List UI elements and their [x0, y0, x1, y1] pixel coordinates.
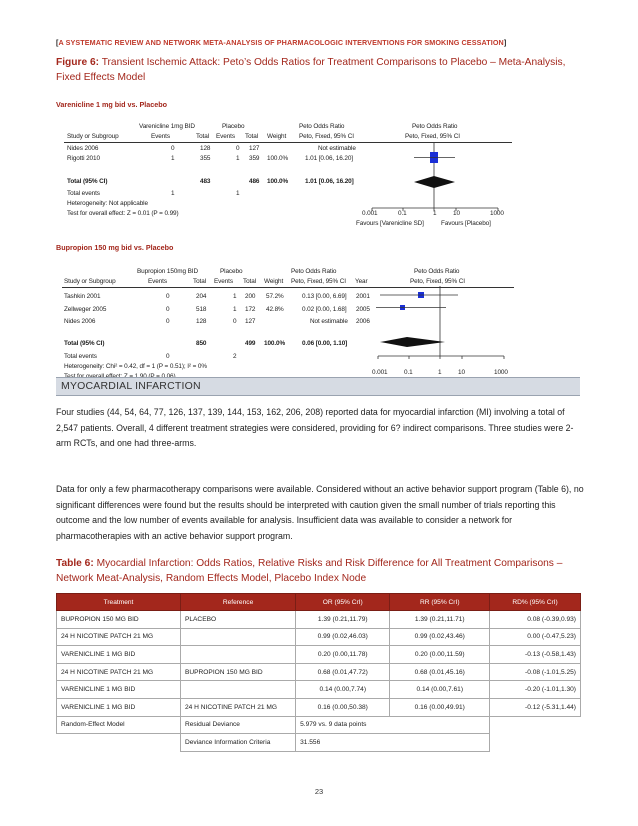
fp2-row-t1: 518: [196, 306, 207, 313]
fp2-row-e1: 0: [166, 293, 170, 300]
cell-rd: -0.08 (-1.01,5.25): [490, 663, 581, 681]
fp1-total-t2: 486: [249, 178, 260, 185]
fp1-row-e2: 1: [236, 155, 240, 162]
cell-rr: 0.14 (0.00,7.61): [390, 681, 490, 699]
fp2-col-ci: Peto, Fixed, 95% CI: [291, 278, 346, 285]
forest-plot-2: [0, 0, 638, 380]
fp2-col-study: Study or Subgroup: [64, 278, 116, 285]
fp2-tick-label: 0.1: [404, 369, 413, 376]
fp2-row-e1: 0: [166, 306, 170, 313]
cell-rr: 0.16 (0.00,49.91): [390, 698, 490, 716]
fp2-plot-svg: [366, 284, 514, 374]
fp1-events1: 1: [171, 190, 175, 197]
col-rr: RR (95% CrI): [390, 594, 490, 611]
cell-treatment: 24 H NICOTINE PATCH 21 MG: [57, 663, 181, 681]
cell-treatment: 24 H NICOTINE PATCH 21 MG: [57, 628, 181, 646]
fp2-row-e2: 1: [233, 293, 237, 300]
fp2-total-t1: 850: [196, 340, 207, 347]
page-number: 23: [314, 787, 324, 796]
fp1-total-weight: 100.0%: [267, 178, 289, 185]
fp1-heterogeneity: Heterogeneity: Not applicable: [67, 200, 148, 207]
fp2-events-label: Total events: [64, 353, 97, 360]
fp1-row-study: Rigotti 2010: [67, 155, 100, 162]
dic-label: Deviance Information Criteria: [180, 734, 295, 752]
cell-rr: 0.68 (0.01,45.16): [390, 663, 490, 681]
col-reference: Reference: [180, 594, 295, 611]
cell-treatment: VARENICLINE 1 MG BID: [57, 698, 181, 716]
fp2-total-weight: 100.0%: [264, 340, 286, 347]
fp1-row-t1: 355: [200, 155, 211, 162]
fp1-row-t2: 359: [249, 155, 260, 162]
cell-reference: [180, 681, 295, 699]
deviance-label: Residual Deviance: [180, 716, 295, 734]
fp2-header-or: Peto Odds Ratio: [291, 268, 337, 275]
cell-rd: 0.00 (-0.47,5.23): [490, 628, 581, 646]
fp2-header-or2: Peto Odds Ratio: [414, 268, 460, 275]
fp2-col-ci2: Peto, Fixed, 95% CI: [410, 278, 465, 285]
fp2-events1: 0: [166, 353, 170, 360]
fp1-col-ci2: Peto, Fixed, 95% CI: [405, 133, 460, 140]
col-or: OR (95% CrI): [296, 594, 390, 611]
fp1-tick-label: 0.001: [362, 210, 378, 217]
fp2-row-e2: 1: [233, 306, 237, 313]
cell-rd: -0.13 (-0.58,1.43): [490, 646, 581, 664]
fp2-col-weight: Weight: [264, 278, 284, 285]
fp2-row-ci: 0.02 [0.00, 1.68]: [302, 306, 347, 313]
fp2-tick-label: 10: [458, 369, 465, 376]
fp2-col-events2: Events: [214, 278, 233, 285]
fp2-total-t2: 499: [245, 340, 256, 347]
fp2-header-treatment: Bupropion 150mg BID: [137, 268, 198, 275]
fp2-total-ci: 0.06 [0.00, 1.10]: [302, 340, 348, 347]
col-rd: RD% (95% CrI): [490, 594, 581, 611]
fp2-tick-label: 0.001: [372, 369, 388, 376]
model-label: Random-Effect Model: [57, 716, 181, 734]
forest1-subtitle: Varenicline 1 mg bid vs. Placebo: [56, 100, 168, 109]
fp2-tick-label: 1000: [494, 369, 508, 376]
fp2-row-weight: 57.2%: [266, 293, 284, 300]
fp1-row-weight: 100.0%: [267, 155, 289, 162]
fp1-total-t1: 483: [200, 178, 211, 185]
fp1-tick-label: 1: [433, 210, 437, 217]
fp1-row-e2: 0: [236, 145, 240, 152]
fp2-events2: 2: [233, 353, 237, 360]
fp1-row-study: Nides 2006: [67, 145, 99, 152]
fp2-col-total2: Total: [243, 278, 256, 285]
fp2-row-t2: 200: [245, 293, 256, 300]
fp2-header-placebo: Placebo: [220, 268, 243, 275]
fp1-row-t2: 127: [249, 145, 260, 152]
fp1-favours-right: Favours [Placebo]: [441, 220, 491, 227]
cell-rr: 0.99 (0.02,43.46): [390, 628, 490, 646]
cell-or: 1.39 (0.21,11.79): [296, 611, 390, 629]
fp1-col-events2: Events: [216, 133, 235, 140]
fp1-total-label: Total (95% CI): [67, 178, 108, 185]
fp1-header-or: Peto Odds Ratio: [299, 123, 345, 130]
fp2-col-total: Total: [193, 278, 206, 285]
fp2-row-study: Nides 2006: [64, 318, 96, 325]
cell-treatment: VARENICLINE 1 MG BID: [57, 646, 181, 664]
figure-title: Figure 6: Transient Ischemic Attack: Peto’s Odds Ratios for Treatment Comparisons to Placebo – Meta-Analysis, Fixed Effects Model: [56, 57, 566, 83]
cell-reference: [180, 628, 295, 646]
results-table: [56, 593, 581, 752]
cell-reference: BUPROPION 150 MG BID: [180, 663, 295, 681]
fp2-row-t2: 172: [245, 306, 256, 313]
dic-value: 31.556: [296, 734, 490, 752]
fp1-row-t1: 128: [200, 145, 211, 152]
fp2-col-events: Events: [148, 278, 167, 285]
fp1-total-ci: 1.01 [0.06, 16.20]: [305, 178, 354, 185]
table-row: [57, 663, 581, 681]
cell-treatment: VARENICLINE 1 MG BID: [57, 681, 181, 699]
cell-or: 0.14 (0.00,7.74): [296, 681, 390, 699]
forest2-subtitle: Bupropion 150 mg bid vs. Placebo: [56, 243, 174, 252]
fp1-events-label: Total events: [67, 190, 100, 197]
cell-or: 0.99 (0.02,46.03): [296, 628, 390, 646]
fp1-col-ci: Peto, Fixed, 95% CI: [299, 133, 354, 140]
fp1-tick-label: 1000: [490, 210, 504, 217]
fp1-favours-left: Favours [Varenicline SD]: [356, 220, 424, 227]
fp2-row-t2: 127: [245, 318, 256, 325]
fp1-col-weight: Weight: [267, 133, 287, 140]
fp2-heterogeneity: Heterogeneity: Chi² = 0.42, df = 1 (P = 0.51); I² = 0%: [64, 363, 207, 370]
fp1-header-or2: Peto Odds Ratio: [412, 123, 458, 130]
cell-rd: -0.20 (-1.01,1.30): [490, 681, 581, 699]
fp1-col-events: Events: [151, 133, 170, 140]
paragraph-2: Data for only a few pharmacotherapy comparisons were available. Considered without an active behavior support program (Table 6), no significant differences were found but the results should be interpreted with caution given the small number of trials reporting this outcome and the low number of events available for analysis. Insufficient data was available to consider a network for pharmacotherapies with an active behavior support program.: [56, 484, 584, 541]
running-header: [A SYSTEMATIC REVIEW AND NETWORK META-ANALYSIS OF PHARMACOLOGIC INTERVENTIONS FOR SMOKING CESSATION]: [56, 38, 507, 47]
fp2-row-ci: 0.13 [0.00, 6.69]: [302, 293, 347, 300]
fp2-row-year: 2001: [356, 293, 370, 300]
cell-rr: 0.20 (0.00,11.59): [390, 646, 490, 664]
section-title: MYOCARDIAL INFARCTION: [61, 380, 201, 392]
cell-rr: 1.39 (0.21,11.71): [390, 611, 490, 629]
fp2-row-e1: 0: [166, 318, 170, 325]
fp2-col-year: Year: [355, 278, 368, 285]
model-row: [57, 716, 581, 734]
fp2-row-t1: 128: [196, 318, 207, 325]
cell-reference: [180, 646, 295, 664]
cell-reference: PLACEBO: [180, 611, 295, 629]
table-title: Table 6: Myocardial Infarction: Odds Ratios, Relative Risks and Risk Difference for All Treatment Comparisons – Network Meat-Analysis, Random Effects Model, Placebo Index Node: [56, 558, 563, 584]
fp1-row-ci: Not estimable: [318, 145, 356, 152]
fp2-tick-label: 1: [438, 369, 442, 376]
cell-rd: 0.08 (-0.39,0.93): [490, 611, 581, 629]
fp1-col-study: Study or Subgroup: [67, 133, 119, 140]
fp2-total-label: Total (95% CI): [64, 340, 105, 347]
cell-or: 0.16 (0.00,50.38): [296, 698, 390, 716]
cell-reference: 24 H NICOTINE PATCH 21 MG: [180, 698, 295, 716]
table-row: [57, 681, 581, 699]
fp1-overall-effect: Test for overall effect: Z = 0.01 (P = 0.99): [67, 210, 179, 217]
cell-or: 0.20 (0.00,11.78): [296, 646, 390, 664]
deviance-value: 5.979 vs. 9 data points: [296, 716, 490, 734]
cell-or: 0.68 (0.01,47.72): [296, 663, 390, 681]
fp1-tick-label: 10: [453, 210, 460, 217]
table-row: [57, 698, 581, 716]
fp2-row-study: Tashkin 2001: [64, 293, 101, 300]
dic-row: [57, 734, 581, 752]
fp2-row-ci: Not estimable: [310, 318, 348, 325]
fp2-row-t1: 204: [196, 293, 207, 300]
fp1-row-ci: 1.01 [0.06, 16.20]: [305, 155, 353, 162]
section-heading: [56, 377, 580, 396]
fp1-row-e1: 1: [171, 155, 175, 162]
table-row: [57, 611, 581, 629]
fp1-col-total: Total: [196, 133, 209, 140]
col-treatment: Treatment: [57, 594, 181, 611]
fp2-row-e2: 0: [233, 318, 237, 325]
paragraph-1: Four studies (44, 54, 64, 77, 126, 137, 139, 144, 153, 162, 206, 208) reported data for myocardial infarction (MI) involving a total of 2,547 patients. Overall, 4 different treatment strategies were considered, providing for 6? indirect comparisons. Three studies were 2-arm RCTs, and one had three-arms.: [56, 407, 574, 448]
table-row: [57, 646, 581, 664]
fp2-row-weight: 42.8%: [266, 306, 284, 313]
fp1-events2: 1: [236, 190, 240, 197]
fp2-total-diamond: [380, 337, 445, 347]
table-header-row: [57, 594, 581, 611]
fp2-row-year: 2006: [356, 318, 370, 325]
cell-rd: -0.12 (-5.31,1.44): [490, 698, 581, 716]
fp1-header-treatment: Varenicline 1mg BID: [139, 123, 195, 130]
fp2-row-year: 2005: [356, 306, 370, 313]
table-row: [57, 628, 581, 646]
fp1-tick-label: 0.1: [398, 210, 407, 217]
fp1-header-placebo: Placebo: [222, 123, 245, 130]
fp1-col-total2: Total: [245, 133, 258, 140]
cell-treatment: BUPROPION 150 MG BID: [57, 611, 181, 629]
fp2-row-study: Zellweger 2005: [64, 306, 107, 313]
fp1-row-e1: 0: [171, 145, 175, 152]
